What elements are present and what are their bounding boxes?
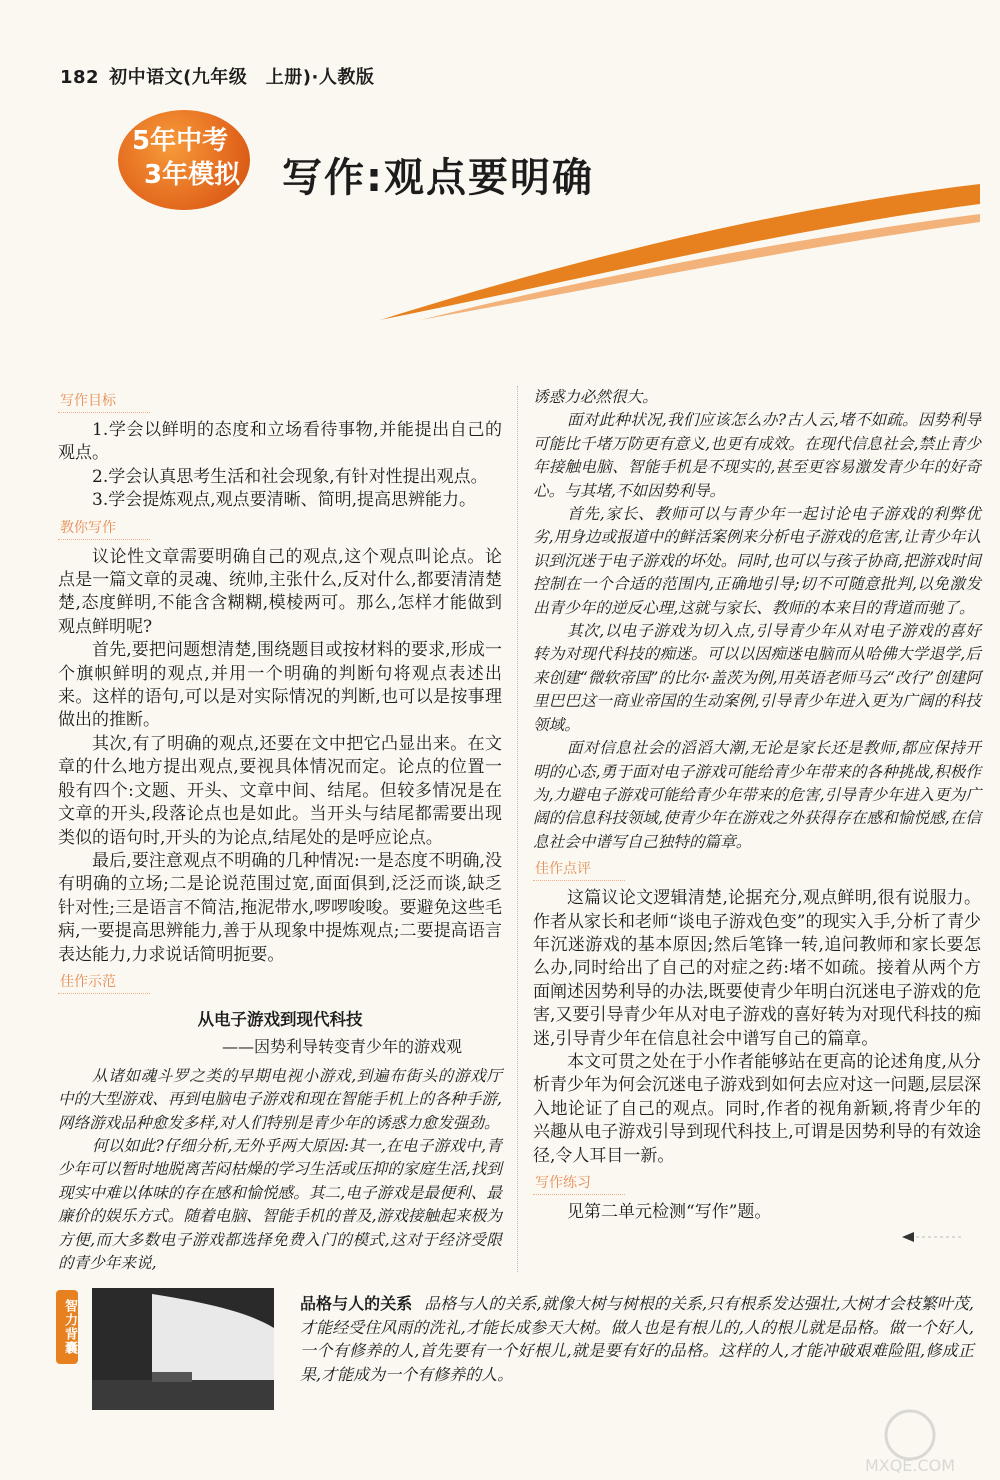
comment-paragraph: 这篇议论文逻辑清楚,论据充分,观点鲜明,很有说服力。作者从家长和老师“谈电子游戏色变”的现实入手,分析了青少年沉迷游戏的基本原因;然后笔锋一转,追问教师和家长要怎么办,同时给出了自己的对症之药:堵不如疏。接着从两个方面阐述因势利导的办法,既要使青少年明白沉迷电子游戏的危害,又要引导青少年从对电子游戏的喜好转为对现代科技的痴迷,引导青少年在信息社会中谱写自己的篇章。 <box>533 888 981 1049</box>
essay-title: 从电子游戏到现代科技 <box>197 1009 363 1029</box>
left-column <box>58 386 502 1275</box>
logo-line-1: 5年中考 <box>132 126 229 156</box>
goal-item: 2.学会认真思考生活和社会现象,有针对性提出观点。 <box>92 466 488 487</box>
logo-line-2: 3年模拟 <box>144 160 241 190</box>
tag-writing-goals: 写作目标 <box>58 390 150 413</box>
watermark-logo <box>840 1405 980 1475</box>
section-title: 写作:观点要明确 <box>282 155 594 201</box>
character-box <box>300 1292 974 1386</box>
tag-practice: 写作练习 <box>533 1172 625 1195</box>
essay-paragraph: 其次,以电子游戏为切入点,引导青少年从对电子游戏的喜好转为对现代科技的痴迷。可以以因痴迷电脑而从哈佛大学退学,后来创建“微软帝国”的比尔·盖茨为例,用英语老师马云“改行”创建阿里巴巴这一商业帝国的生动案例,引导青少年进入更为广阔的科技领域。 <box>533 622 981 734</box>
essay-paragraph: 首先,家长、教师可以与青少年一起讨论电子游戏的利弊优劣,用身边或报道中的鲜活案例来分析电子游戏的危害,让青少年认识到沉迷于电子游戏的坏处。同时,也可以与孩子协商,把游戏时间控制在一个合适的范围内,正确地引导;切不可随意批判,以免激发出青少年的逆反心理,这就与家长、教师的本来目的背道而驰了。 <box>533 505 981 617</box>
guide-paragraph: 议论性文章需要明确自己的观点,这个观点叫论点。论点是一篇文章的灵魂、统帅,主张什么,反对什么,都要清清楚楚,态度鲜明,不能含含糊糊,模棱两可。那么,怎样才能做到观点鲜明呢? <box>58 546 502 637</box>
essay-paragraph: 何以如此?仔细分析,无外乎两大原因:其一,在电子游戏中,青少年可以暂时地脱离苦闷枯燥的学习生活或压抑的家庭生活,找到现实中难以体味的存在感和愉悦感。其二,电子游戏是最便利、最廉价的娱乐方式。随着电脑、智能手机的普及,游戏接触起来极为方便,而大多数电子游戏都选择免费入门的模式,这对于经济受限的青少年来说, <box>58 1136 502 1272</box>
guide-paragraph: 其次,有了明确的观点,还要在文中把它凸显出来。在文章的什么地方提出观点,要视具体情况而定。论点的位置一般有四个:文题、开头、文章中间、结尾。但较多情况是在文章的开头,段落论点也是如此。当开头与结尾都需要出现类似的语句时,开头的为论点,结尾处的是呼应论点。 <box>58 733 502 848</box>
guide-paragraph: 首先,要把问题想清楚,围绕题目或按材料的要求,形成一个旗帜鲜明的观点,并用一个明确的判断句将观点表述出来。这样的语句,可以是对实际情况的判断,也可以是按事理做出的推断。 <box>58 640 502 731</box>
pencil-icon <box>902 1230 962 1244</box>
orange-swoosh-decoration <box>380 170 980 320</box>
essay-paragraph: 面对信息社会的滔滔大潮,无论是家长还是教师,都应保持开明的心态,勇于面对电子游戏可能给青少年带来的各种挑战,积极作为,力避电子游戏可能给青少年带来的危害,引导青少年进入更为广阔的信息科技领域,使青少年在游戏之外获得存在感和愉悦感,在信息社会中谱写自己独特的篇章。 <box>533 739 981 851</box>
tree-photo <box>92 1288 274 1410</box>
tag-comment: 佳作点评 <box>533 858 625 881</box>
tree-silhouette-icon <box>92 1288 274 1410</box>
box-heading: 品格与人的关系 <box>300 1294 413 1313</box>
comment-paragraph: 本文可贯之处在于小作者能够站在更高的论述角度,从分析青少年为何会沉迷电子游戏到如何去应对这一问题,层层深入地论证了自己的观点。同时,作者的视角新颖,将青少年的兴趣从电子游戏引导到现代科技上,可谓是因势利导的有效途径,令人耳目一新。 <box>533 1051 981 1166</box>
watermark-text: MXQE.COM <box>864 1456 956 1475</box>
essay-paragraph: 从诸如魂斗罗之类的早期电视小游戏,到遍布街头的游戏厅中的大型游戏、再到电脑电子游戏和现在智能手机上的各种手游,网络游戏品种愈发多样,对人们特别是青少年的诱惑力愈发强劲。 <box>58 1066 502 1132</box>
column-divider <box>517 386 518 1272</box>
tag-sample-essay: 佳作示范 <box>58 971 150 994</box>
running-head <box>60 63 374 89</box>
book-title: 初中语文(九年级 上册)·人教版 <box>109 67 375 88</box>
box-body: 品格与人的关系,就像大树与树根的关系,只有根系发达强壮,大树才会枝繁叶茂,才能经受住风雨的洗礼,才能长成参天大树。做人也是有根儿的,人的根儿就是品格。做一个好人,一个有修养的人,首先要有一个好根儿,就是要有好的品格。这样的人,才能冲破艰难险阻,修成正果,才能成为一个有修养的人。 <box>300 1294 974 1384</box>
page-number: 182 <box>60 67 100 88</box>
right-column <box>533 386 981 1224</box>
essay-paragraph: 面对此种状况,我们应该怎么办?古人云,堵不如疏。因势利导可能比千堵万防更有意义,也更有成效。在现代信息社会,禁止青少年接触电脑、智能手机是不现实的,甚至更容易激发青少年的好奇心。与其堵,不如因势利导。 <box>533 411 981 500</box>
essay-paragraph: 诱惑力必然很大。 <box>533 388 658 406</box>
goal-item: 3.学会提炼观点,观点要清晰、简明,提高思辨能力。 <box>92 490 477 511</box>
practice-text: 见第二单元检测“写作”题。 <box>567 1202 772 1222</box>
guide-paragraph: 最后,要注意观点不明确的几种情况:一是态度不明确,没有明确的立场;二是论说范围过宽,面面俱到,泛泛而谈,缺乏针对性;三是语言不简洁,拖泥带水,啰啰唆唆。要避免这些毛病,一要提高思辨能力,善于从现象中提炼观点;二要提高语言表达能力,力求说话简明扼要。 <box>58 850 502 965</box>
side-tab-label: 智力背囊 <box>56 1290 78 1364</box>
tag-writing-guide: 教你写作 <box>58 517 150 540</box>
series-logo <box>118 110 250 210</box>
goal-item: 1.学会以鲜明的态度和立场看待事物,并能提出自己的观点。 <box>58 420 502 464</box>
essay-subtitle: ——因势利导转变青少年的游戏观 <box>221 1037 462 1057</box>
